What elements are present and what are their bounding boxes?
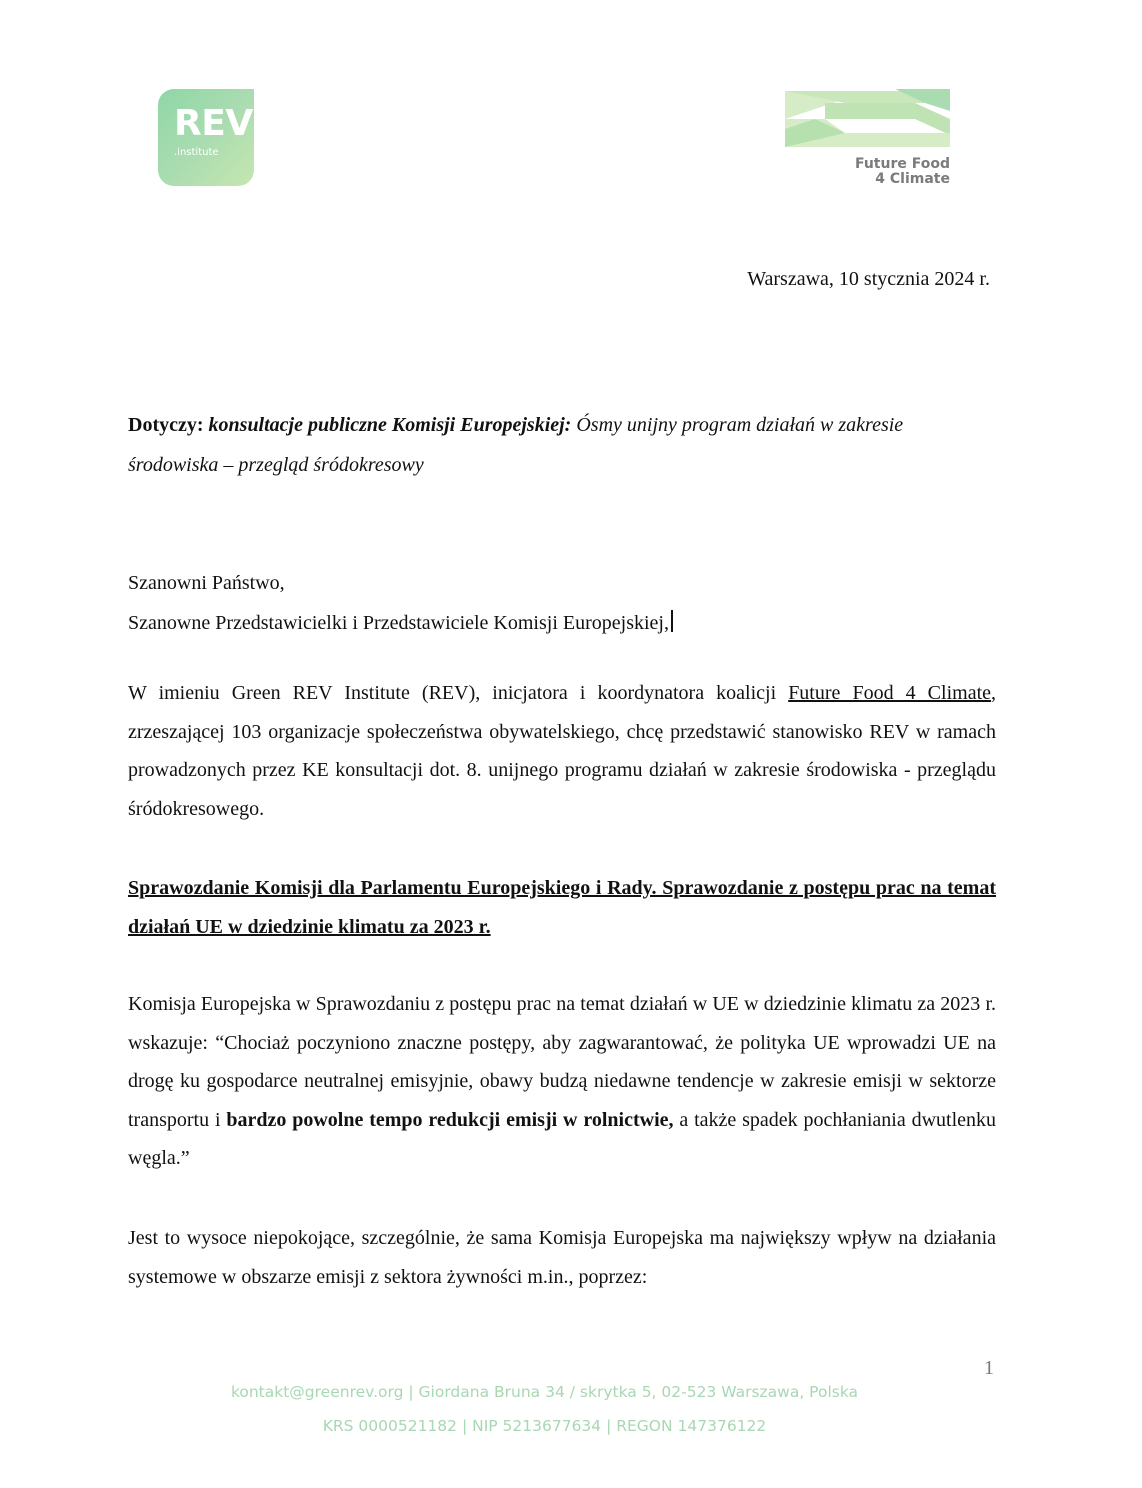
- footer-contact-line: kontakt@greenrev.org | Giordana Bruna 34 / skrytka 5, 02-523 Warszawa, Polska: [230, 1383, 859, 1401]
- ff4c-logo-text: [855, 157, 950, 187]
- page-number: 1: [984, 1357, 994, 1379]
- rev-logo-wordmark: REV: [174, 103, 253, 144]
- emphasized-text: bardzo powolne tempo redukcji emisji w rolnictwie,: [226, 1108, 674, 1131]
- subject-line: [128, 405, 996, 485]
- rev-logo-subtext: .institute: [174, 147, 219, 158]
- ff4c-logo-line1: Future Food: [854, 156, 950, 172]
- quote-paragraph: Komisja Europejska w Sprawozdaniu z postępu prac na temat działań w UE w dziedzinie klimatu za 2023 r. wskazuje: “Chociaż poczyniono znaczne postępy, aby zagwarantować, że polityka UE wprowadzi UE na drogę ku gospodarce neutralnej emisyjnie, obawy budzą niedawne tendencje w zakresie emisji w sektorze transportu i bardzo powolne tempo redukcji emisji w rolnictwie, a także spadek pochłaniania dwutlenku węgla.”: [128, 993, 997, 1169]
- text-cursor: [671, 610, 673, 632]
- subject-label: Dotyczy:: [128, 414, 204, 436]
- future-food-4-climate-link[interactable]: Future Food 4 Climate: [788, 682, 991, 704]
- closing-paragraph: Jest to wysoce niepokojące, szczególnie, że sama Komisja Europejska ma największy wpływ na działania systemowe w obszarze emisji z sektora żywności m.in., poprzez:: [128, 1227, 996, 1288]
- section-heading: Sprawozdanie Komisji dla Parlamentu Europejskiego i Rady. Sprawozdanie z postępu prac na temat działań UE w dziedzinie klimatu za 2023 r.: [128, 877, 996, 938]
- subject-topic: konsultacje publiczne Komisji Europejskiej:: [208, 414, 572, 436]
- future-food-4-climate-logo: [785, 89, 953, 189]
- ff4c-logo-line2: 4 Climate: [875, 171, 950, 187]
- rev-institute-logo: [158, 89, 254, 186]
- greeting-line-2: Szanowne Przedstawicielki i Przedstawiciele Komisji Europejskiej,: [128, 603, 673, 643]
- ribbon-mark-icon: [785, 89, 953, 155]
- greeting-line-1: Szanowni Państwo,: [128, 572, 285, 594]
- footer-registry-line: KRS 0000521182 | NIP 5213677634 | REGON 147376122: [322, 1417, 767, 1435]
- greeting: [128, 563, 673, 643]
- intro-paragraph: W imieniu Green REV Institute (REV), inicjatora i koordynatora koalicji Future Food 4 Climate, zrzeszającej 103 organizacje społeczeństwa obywatelskiego, chcę przedstawić stanowisko REV w ramach prowadzonych przez KE konsultacji dot. 8. unijnego programu działań w zakresie środowiska - przeglądu śródokresowego.: [128, 682, 996, 820]
- subject-title: Ósmy unijny program działań w zakresie środowiska – przegląd śródokresowy: [128, 414, 904, 476]
- letter-date: Warszawa, 10 stycznia 2024 r.: [747, 268, 990, 290]
